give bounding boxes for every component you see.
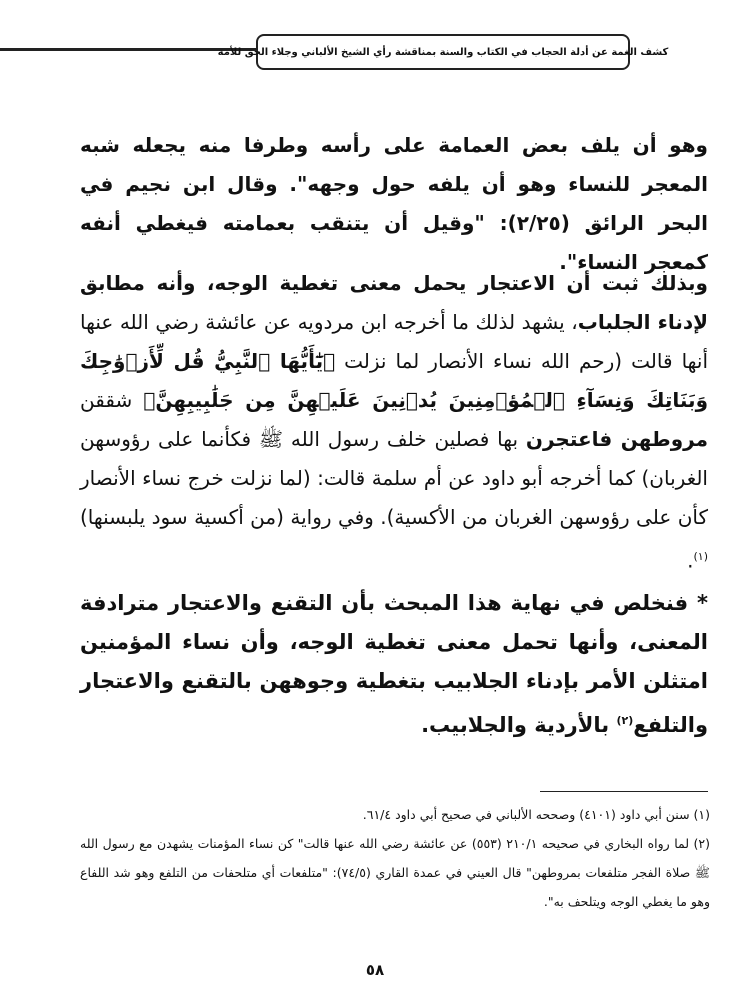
page-number: ٥٨ — [365, 961, 385, 979]
footnote-1: (١) سنن أبي داود (٤١٠١) وصححه الألباني في صحيح أبي داود ٦١/٤. — [362, 807, 710, 822]
paragraph-2-hadith-intro: ، يشهد لذلك ما أخرجه ابن مردويه عن عائشة رضي الله عنها أنها قالت (رحم الله نساء الأنصار لما نزلت — [80, 310, 709, 373]
paragraph-3-end: بالأردية والجلابيب. — [421, 713, 617, 737]
paragraph-2-end: . — [687, 548, 694, 573]
paragraph-2-shaqqan: شققن — [80, 388, 133, 412]
footnotes — [80, 800, 710, 916]
paragraph-2-text — [80, 264, 708, 581]
paragraph-2-lead: وبذلك ثبت أن الاعتجار يحمل معنى تغطية الوجه، وأنه مطابق لإدناء الجلباب — [80, 271, 708, 334]
paragraph-2-rest: بها فصلين خلف رسول الله ﷺ فكأنما على رؤوسهن الغربان) كما أخرجه أبو داود عن أم سلمة قالت: (لما نزلت خرج نساء الأنصار كأن على رؤوسهن الغربان من الأكسية). وفي رواية (من أكسية سود يلبسنها) — [80, 427, 708, 529]
running-header — [217, 34, 669, 70]
paragraph-2-emphasis: مروطهن فاعتجرن — [525, 427, 709, 451]
paragraph-1 — [80, 126, 708, 282]
paragraph-2 — [80, 264, 708, 581]
footnote-2: (٢) لما رواه البخاري في صحيحه ٢١٠/١ (٥٥٣) عن عائشة رضي الله عنها قالت" كن نساء المؤمنات يشهدن مع رسول الله ﷺ صلاة الفجر متلفعات بمروطهن" قال العيني في عمدة القاري (٧٤/٥): "متلفعات أي متلحفات من التلفع وهو شد اللفاع وهو ما يغطي الوجه ويتلحف به". — [80, 836, 710, 909]
paragraph-3-text — [80, 584, 708, 745]
footnote-ref-1[interactable]: (١) — [693, 550, 708, 563]
paragraph-1-text: وهو أن يلف بعض العمامة على رأسه وطرفا منه يجعله شبه المعجر للنساء وهو أن يلفه حول وجهه". وقال ابن نجيم في البحر الرائق (٢/٢٥): "وقيل أن يتنقب بعمامته فيغطي أنفه كمعجر النساء". — [80, 133, 708, 274]
quran-verse: ﴿يَٰٓأَيُّهَا ٱلنَّبِيُّ قُل لِّأَزۡوَٰجِكَ وَبَنَاتِكَ وَنِسَآءِ ٱلۡمُؤۡمِنِينَ يُدۡنِينَ عَلَيۡهِنَّ مِن جَلَٰبِيبِهِنَّ﴾ — [80, 349, 709, 412]
paragraph-3-main: * فنخلص في نهاية هذا المبحث بأن التقنع والاعتجار مترادفة المعنى، وأنها تحمل معنى تغطية الوجه، وأن نساء المؤمنين امتثلن الأمر بإدناء الجلابيب بتغطية وجوههن بالتقنع والاعتجار والتلفع — [80, 591, 708, 737]
footnote-ref-2[interactable]: (٢) — [616, 714, 634, 727]
footnote-separator — [540, 791, 708, 792]
paragraph-3-conclusion — [80, 584, 708, 745]
running-header-title: كشف الغمة عن أدلة الحجاب في الكتاب والسنة بمناقشة رأي الشيخ الألباني وجلاء الحق للأمة — [217, 46, 669, 58]
